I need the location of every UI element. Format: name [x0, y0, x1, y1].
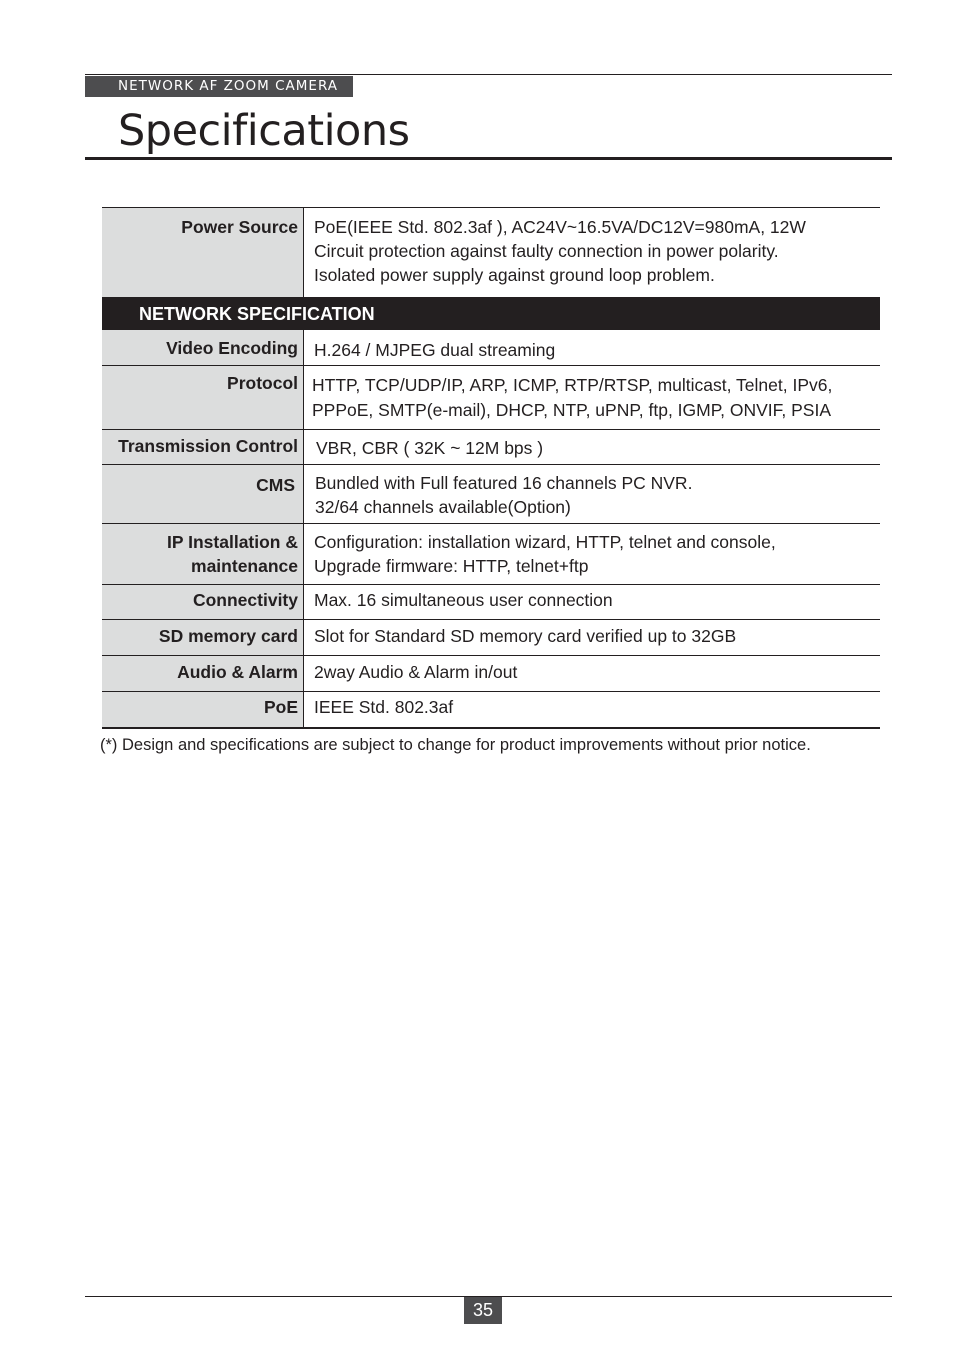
- spec-value: IEEE Std. 802.3af: [314, 697, 454, 717]
- spec-row-video-encoding: [102, 330, 880, 366]
- spec-row-connectivity: [102, 585, 880, 620]
- spec-value: PoE(IEEE Std. 802.3af ), AC24V~16.5VA/DC12V=980mA, 12W Circuit protection against faulty connection in power polarity. Isolated power supply against ground loop problem.: [314, 217, 806, 285]
- network-section-header: NETWORK SPECIFICATION: [102, 298, 880, 330]
- spec-value: HTTP, TCP/UDP/IP, ARP, ICMP, RTP/RTSP, multicast, Telnet, IPv6, PPPoE, SMTP(e-mail), DHCP, NTP, uPNP, ftp, IGMP, ONVIF, PSIA: [312, 375, 833, 420]
- spec-label: Video Encoding: [102, 330, 304, 365]
- spec-value: VBR, CBR ( 32K ~ 12M bps ): [316, 438, 544, 458]
- spec-row-cms: [102, 465, 880, 524]
- page-title: Specifications: [118, 106, 410, 156]
- spec-value: 2way Audio & Alarm in/out: [314, 662, 518, 682]
- spec-value: Bundled with Full featured 16 channels PC NVR. 32/64 channels available(Option): [315, 473, 693, 517]
- spec-label: SD memory card: [102, 620, 304, 655]
- spec-label: Protocol: [102, 366, 304, 429]
- footnote: (*) Design and specifications are subject to change for product improvements without prior notice.: [100, 736, 811, 754]
- title-rule: [85, 157, 892, 160]
- product-tag: NETWORK AF ZOOM CAMERA: [85, 76, 353, 97]
- page-number: 35: [464, 1297, 502, 1324]
- spec-value: H.264 / MJPEG dual streaming: [314, 340, 556, 360]
- header-rule: [85, 74, 892, 75]
- spec-table: [102, 207, 880, 729]
- spec-value: Configuration: installation wizard, HTTP, telnet and console, Upgrade firmware: HTTP, telnet+ftp: [314, 532, 776, 576]
- spec-value: Slot for Standard SD memory card verified up to 32GB: [314, 626, 737, 646]
- spec-row-sd-memory-card: [102, 620, 880, 656]
- spec-row-power-source: [102, 208, 880, 298]
- spec-row-transmission-control: [102, 430, 880, 465]
- spec-row-audio-alarm: [102, 656, 880, 692]
- spec-row-poe: [102, 692, 880, 729]
- spec-label: CMS: [102, 465, 304, 523]
- spec-row-ip-installation: [102, 524, 880, 585]
- spec-row-protocol: [102, 366, 880, 430]
- spec-label: IP Installation & maintenance: [102, 524, 304, 584]
- spec-label: Connectivity: [102, 585, 304, 619]
- spec-label: Power Source: [102, 208, 304, 297]
- spec-label: PoE: [102, 692, 304, 727]
- spec-label: Audio & Alarm: [102, 656, 304, 691]
- spec-value: Max. 16 simultaneous user connection: [314, 590, 613, 610]
- spec-label: Transmission Control: [102, 430, 304, 464]
